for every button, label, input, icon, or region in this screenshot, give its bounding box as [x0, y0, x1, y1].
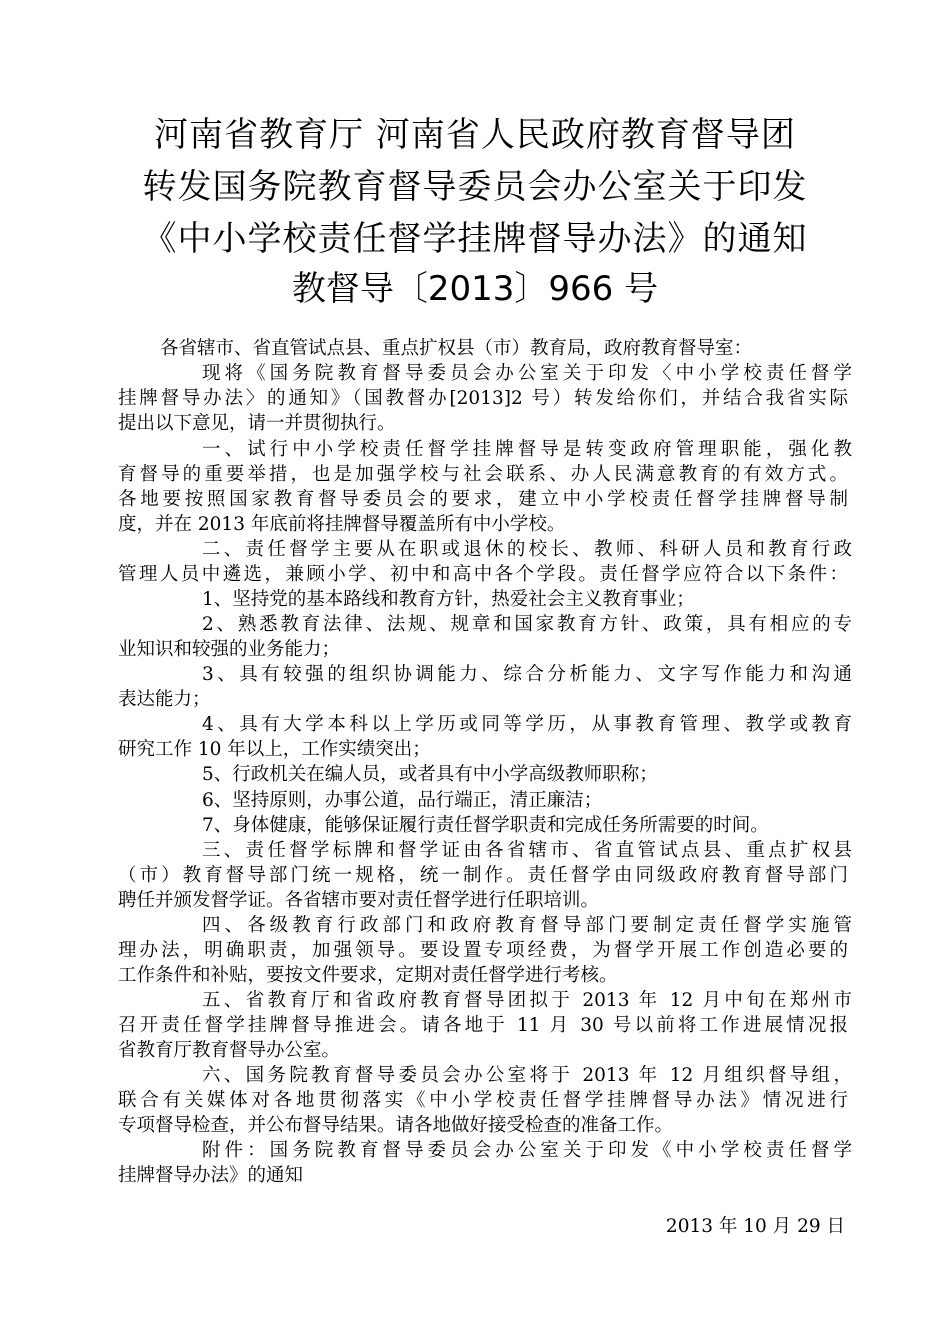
title-line-2: 转发国务院教育督导委员会办公室关于印发: [142, 167, 808, 207]
attachment-line: 挂牌督导办法》的通知: [118, 1165, 304, 1186]
document-date: 2013 年 10 月 29 日: [665, 1216, 845, 1237]
body-line: 5、行政机关在编人员，或者具有中小学高级教师职称；: [202, 764, 658, 785]
body-line: 五、省教育厅和省政府教育督导团拟于 2013 年 12 月中旬在郑州市: [202, 990, 852, 1011]
body-line: 4、具有大学本科以上学历或同等学历，从事教育管理、教学或教育: [202, 714, 852, 735]
body-line: 研究工作 10 年以上，工作实绩突出；: [118, 739, 431, 760]
body-line: （市）教育督导部门统一规格，统一制作。责任督学由同级政府教育督导部门: [118, 865, 848, 886]
body-line: 联合有关媒体对各地贯彻落实《中小学校责任督学挂牌督导办法》情况进行: [118, 1090, 848, 1111]
body-line: 四、各级教育行政部门和政府教育督导部门要制定责任督学实施管: [202, 915, 852, 936]
body-line: 挂牌督导办法〉的通知》（国教督办[2013]2 号）转发给你们，并结合我省实际: [118, 388, 848, 409]
attachment-line: 附件：国务院教育督导委员会办公室关于印发《中小学校责任督学: [202, 1140, 852, 1161]
body-line: 管理人员中遴选，兼顾小学、初中和高中各个学段。责任督学应符合以下条件：: [118, 564, 848, 585]
body-line: 专项督导检查，并公布督导结果。请各地做好接受检查的准备工作。: [118, 1115, 674, 1136]
body-line: 召开责任督学挂牌督导推进会。请各地于 11 月 30 号以前将工作进展情况报: [118, 1015, 848, 1036]
body-line: 省教育厅教育督导办公室。: [118, 1040, 341, 1061]
body-line: 工作条件和补贴，要按文件要求，定期对责任督学进行考核。: [118, 965, 618, 986]
body-line: 三、责任督学标牌和督学证由各省辖市、省直管试点县、重点扩权县: [202, 840, 852, 861]
body-line: 各地要按照国家教育督导委员会的要求，建立中小学校责任督学挂牌督导制: [118, 489, 848, 510]
title-line-1: 河南省教育厅 河南省人民政府教育督导团: [154, 115, 796, 155]
salutation: 各省辖市、省直管试点县、重点扩权县（市）教育局，政府教育督导室：: [160, 338, 753, 359]
body-line: 业知识和较强的业务能力；: [118, 639, 341, 660]
body-line: 现将《国务院教育督导委员会办公室关于印发〈中小学校责任督学: [202, 363, 852, 384]
body-line: 六、国务院教育督导委员会办公室将于 2013 年 12 月组织督导组，: [202, 1065, 852, 1086]
body-line: 理办法，明确职责，加强领导。要设置专项经费，为督学开展工作创造必要的: [118, 940, 848, 961]
body-line: 育督导的重要举措，也是加强学校与社会联系、办人民满意教育的有效方式。: [118, 464, 848, 485]
body-line: 表达能力；: [118, 689, 211, 710]
body-line: 6、坚持原则，办事公道，品行端正，清正廉洁；: [202, 790, 603, 811]
body-line: 1、坚持党的基本路线和教育方针，热爱社会主义教育事业；: [202, 589, 695, 610]
body-line: 3、具有较强的组织协调能力、综合分析能力、文字写作能力和沟通: [202, 664, 852, 685]
title-line-3: 《中小学校责任督学挂牌督导办法》的通知: [142, 219, 808, 259]
body-line: 聘任并颁发督学证。各省辖市要对责任督学进行任职培训。: [118, 890, 600, 911]
body-line: 一、试行中小学校责任督学挂牌督导是转变政府管理职能，强化教: [202, 439, 852, 460]
document-number: 教督导〔2013〕966 号: [291, 269, 659, 309]
body-line: 提出以下意见，请一并贯彻执行。: [118, 413, 396, 434]
body-line: 7、身体健康，能够保证履行责任督学职责和完成任务所需要的时间。: [202, 815, 769, 836]
body-line: 二、责任督学主要从在职或退休的校长、教师、科研人员和教育行政: [202, 539, 852, 560]
body-line: 2、熟悉教育法律、法规、规章和国家教育方针、政策，具有相应的专: [202, 614, 852, 635]
body-line: 度，并在 2013 年底前将挂牌督导覆盖所有中小学校。: [118, 514, 566, 535]
